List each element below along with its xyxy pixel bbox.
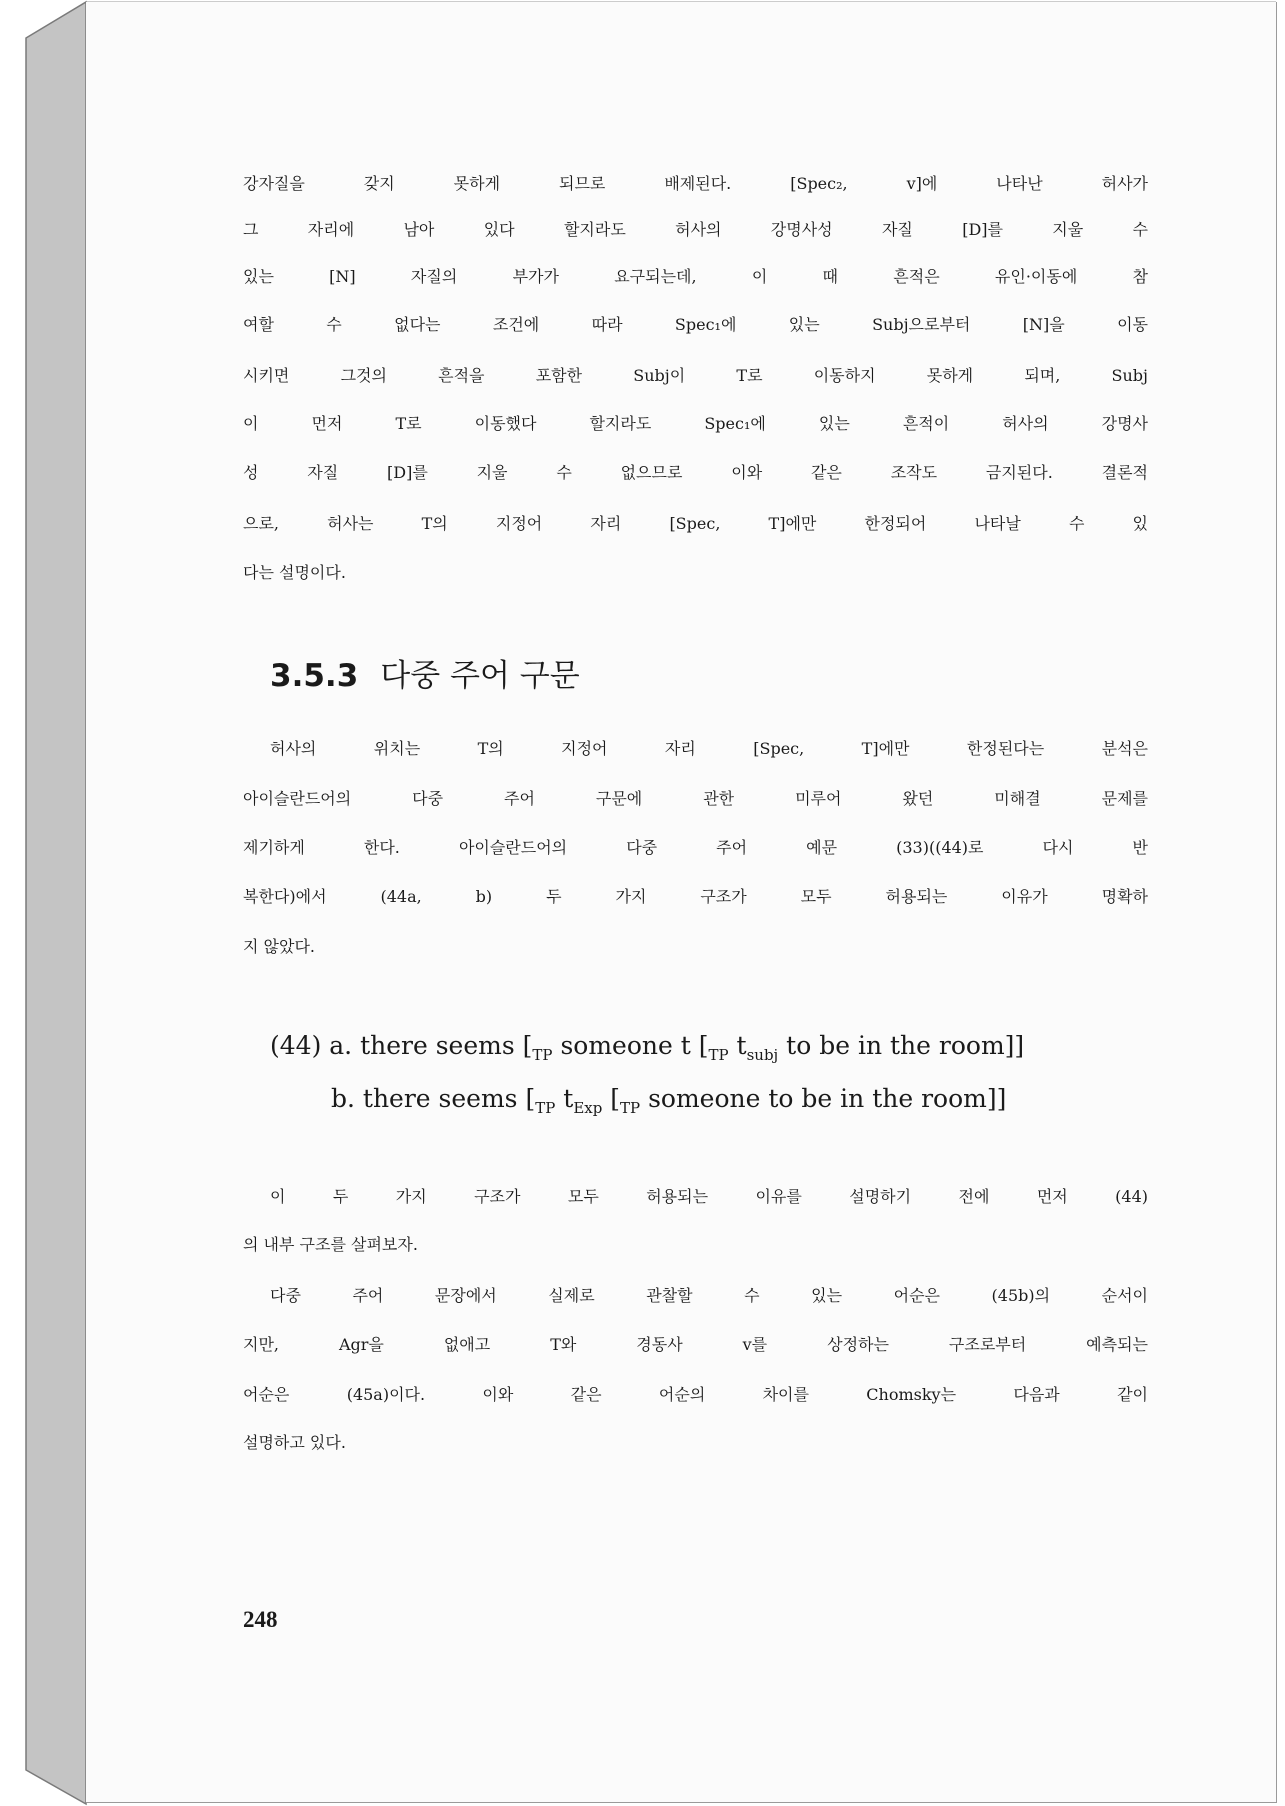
paragraph-2-line: 복한다)에서 (44a, b) 두 가지 구조가 모두 허용되는 이유가 명확하 [243,887,1148,906]
subscript: subj [746,1046,779,1064]
paragraph-4-line: 지만, Agr을 없애고 T와 경동사 v를 상정하는 구조로부터 예측되는 [243,1335,1148,1354]
paragraph-2-line: 허사의 위치는 T의 지정어 자리 [Spec, T]에만 한정된다는 분석은 [270,739,1148,758]
paragraph-4-line: 설명하고 있다. [243,1433,346,1452]
paragraph-1-line: 있는 [N] 자질의 부가가 요구되는데, 이 때 흔적은 유인·이동에 참 [243,267,1148,286]
example-text: there seems [ [360,1031,533,1060]
paragraph-1-line: 그 자리에 남아 있다 할지라도 허사의 강명사성 자질 [D]를 지울 수 [243,220,1148,239]
paragraph-1-line: 다는 설명이다. [243,563,346,582]
paragraph-2-line: 아이슬란드어의 다중 주어 구문에 관한 미루어 왔던 미해결 문제를 [243,789,1148,808]
paragraph-1-line: 여할 수 없다는 조건에 따라 Spec₁에 있는 Subj으로부터 [N]을 이동 [243,315,1148,334]
example-text: someone t [ [552,1031,709,1060]
section-title: 다중 주어 구문 [380,658,580,694]
paragraph-1-line: 강자질을 갖지 못하게 되므로 배제된다. [Spec₂, v]에 나타난 허사가 [243,174,1148,193]
paragraph-1-line: 시키면 그것의 흔적을 포함한 Subj이 T로 이동하지 못하게 되며, Subj [243,366,1148,385]
paragraph-3-line: 의 내부 구조를 살펴보자. [243,1235,418,1254]
paragraph-3-line: 이 두 가지 구조가 모두 허용되는 이유를 설명하기 전에 먼저 (44) [270,1187,1148,1206]
paragraph-4-line: 다중 주어 문장에서 실제로 관찰할 수 있는 어순은 (45b)의 순서이 [270,1286,1148,1305]
example-text: [ [602,1084,621,1113]
example-text: t [728,1031,747,1060]
subscript: TP [620,1099,641,1117]
paragraph-1-line: 이 먼저 T로 이동했다 할지라도 Spec₁에 있는 흔적이 허사의 강명사 [243,414,1148,433]
subscript: TP [535,1099,556,1117]
example-44b [331,1079,1006,1119]
example-label-a: a. [329,1031,353,1060]
paragraph-1-line: 성 자질 [D]를 지울 수 없으므로 이와 같은 조작도 금지된다. 결론적 [243,463,1148,482]
subscript: Exp [573,1099,603,1117]
example-text: someone to be in the room]] [640,1084,1007,1113]
example-44a [270,1026,1024,1066]
example-label-b: b. [331,1084,355,1113]
example-number: (44) [270,1031,322,1060]
page-number: 248 [243,1607,278,1632]
paragraph-4-line: 어순은 (45a)이다. 이와 같은 어순의 차이를 Chomsky는 다음과 같이 [243,1385,1148,1404]
section-heading [270,651,580,701]
paragraph-2-line: 지 않았다. [243,937,315,956]
example-text: there seems [ [362,1084,536,1113]
paragraph-1-line: 으로, 허사는 T의 지정어 자리 [Spec, T]에만 한정되어 나타날 수 있 [243,514,1148,533]
subscript: TP [532,1046,553,1064]
example-text: to be in the room]] [778,1031,1025,1060]
example-text: t [555,1084,574,1113]
paragraph-2-line: 제기하게 한다. 아이슬란드어의 다중 주어 예문 (33)((44)로 다시 반 [243,838,1148,857]
subscript: TP [708,1046,729,1064]
section-number: 3.5.3 [270,658,359,694]
